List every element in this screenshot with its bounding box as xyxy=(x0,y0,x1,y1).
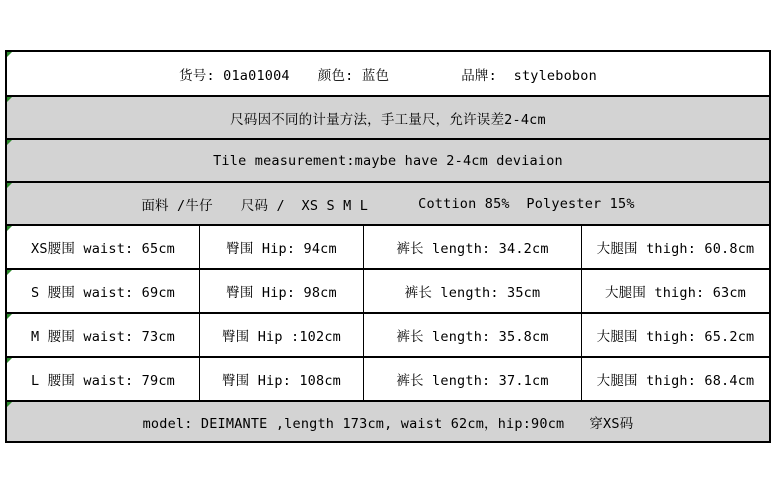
size-row-m xyxy=(7,312,769,356)
size-row-l xyxy=(7,356,769,400)
waist-value: L 腰围 waist: 79cm xyxy=(31,373,175,389)
thigh-cell xyxy=(581,314,769,356)
thigh-cell xyxy=(581,358,769,400)
measurement-note-cn: 尺码因不同的计量方法，手工量尺，允许误差2-4cm xyxy=(230,111,546,128)
hip-cell xyxy=(199,314,363,356)
length-cell xyxy=(363,226,581,268)
composition: Cottion 85% Polyester 15% xyxy=(418,195,635,212)
hip-value: 臀围 Hip :102cm xyxy=(221,329,341,345)
thigh-value: 大腿围 thigh: 65.2cm xyxy=(596,329,755,345)
thigh-cell xyxy=(581,270,769,312)
waist-value: XS腰围 waist: 65cm xyxy=(31,241,175,257)
waist-value: S 腰围 waist: 69cm xyxy=(31,285,175,301)
thigh-cell xyxy=(581,226,769,268)
size-list: 尺码 / XS S M L xyxy=(240,197,369,214)
size-chart-table xyxy=(5,50,771,443)
brand-name: 品牌: stylebobon xyxy=(461,67,597,84)
measurement-note-cn-row xyxy=(7,95,769,138)
thigh-value: 大腿围 thigh: 68.4cm xyxy=(596,373,755,389)
length-cell xyxy=(363,270,581,312)
hip-cell xyxy=(199,226,363,268)
hip-value: 臀围 Hip: 98cm xyxy=(226,285,337,301)
waist-cell xyxy=(7,314,199,356)
product-color: 颜色: 蓝色 xyxy=(317,67,390,84)
thigh-value: 大腿围 thigh: 60.8cm xyxy=(596,241,755,257)
length-cell xyxy=(363,314,581,356)
hip-value: 臀围 Hip: 94cm xyxy=(226,241,337,257)
length-value: 裤长 length: 37.1cm xyxy=(396,373,549,389)
item-number: 货号: 01a01004 xyxy=(179,67,290,84)
product-info-row xyxy=(7,52,769,95)
length-value: 裤长 length: 35cm xyxy=(404,285,541,301)
fabric-label: 面料 /牛仔 xyxy=(141,197,213,214)
model-info: model: DEIMANTE ,length 173cm, waist 62cm，hip:90cm 穿XS码 xyxy=(142,415,634,432)
hip-cell xyxy=(199,358,363,400)
material-row xyxy=(7,181,769,224)
waist-cell xyxy=(7,270,199,312)
waist-cell xyxy=(7,226,199,268)
size-row-xs xyxy=(7,224,769,268)
thigh-value: 大腿围 thigh: 63cm xyxy=(604,285,747,301)
waist-cell xyxy=(7,358,199,400)
measurement-note-en-row xyxy=(7,138,769,181)
length-cell xyxy=(363,358,581,400)
size-row-s xyxy=(7,268,769,312)
measurement-note-en: Tile measurement:maybe have 2-4cm deviaion xyxy=(213,152,563,169)
hip-value: 臀围 Hip: 108cm xyxy=(221,373,341,389)
waist-value: M 腰围 waist: 73cm xyxy=(31,329,175,345)
length-value: 裤长 length: 34.2cm xyxy=(396,241,549,257)
length-value: 裤长 length: 35.8cm xyxy=(396,329,549,345)
model-info-row xyxy=(7,400,769,441)
hip-cell xyxy=(199,270,363,312)
